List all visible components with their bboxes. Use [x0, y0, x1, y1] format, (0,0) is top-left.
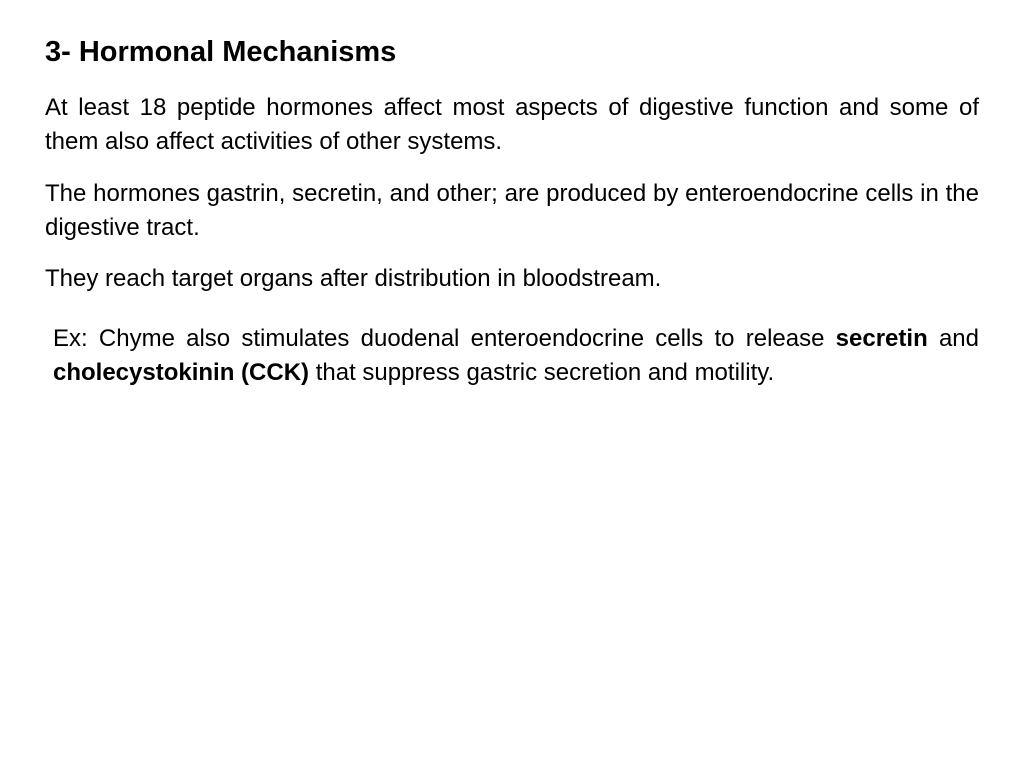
example-suffix: that suppress gastric secretion and motility. — [309, 359, 775, 386]
example-prefix: Ex: Chyme also stimulates duodenal enteroendocrine cells to release — [53, 325, 836, 352]
paragraph-peptide-hormones: At least 18 peptide hormones affect most aspects of digestive function and some of them also affect activities of other systems. — [45, 94, 979, 155]
paragraph-enteroendocrine-cells: The hormones gastrin, secretin, and other; are produced by enteroendocrine cells in the digestive tract. — [45, 180, 979, 241]
example-connector: and — [927, 325, 979, 352]
example-term-cck: cholecystokinin (CCK) — [53, 359, 310, 386]
paragraph-bloodstream: They reach target organs after distribution in bloodstream. — [45, 265, 662, 292]
slide-heading: 3- Hormonal Mechanisms — [45, 36, 397, 68]
example-term-secretin: secretin — [835, 325, 928, 352]
paragraph-example — [53, 322, 979, 390]
